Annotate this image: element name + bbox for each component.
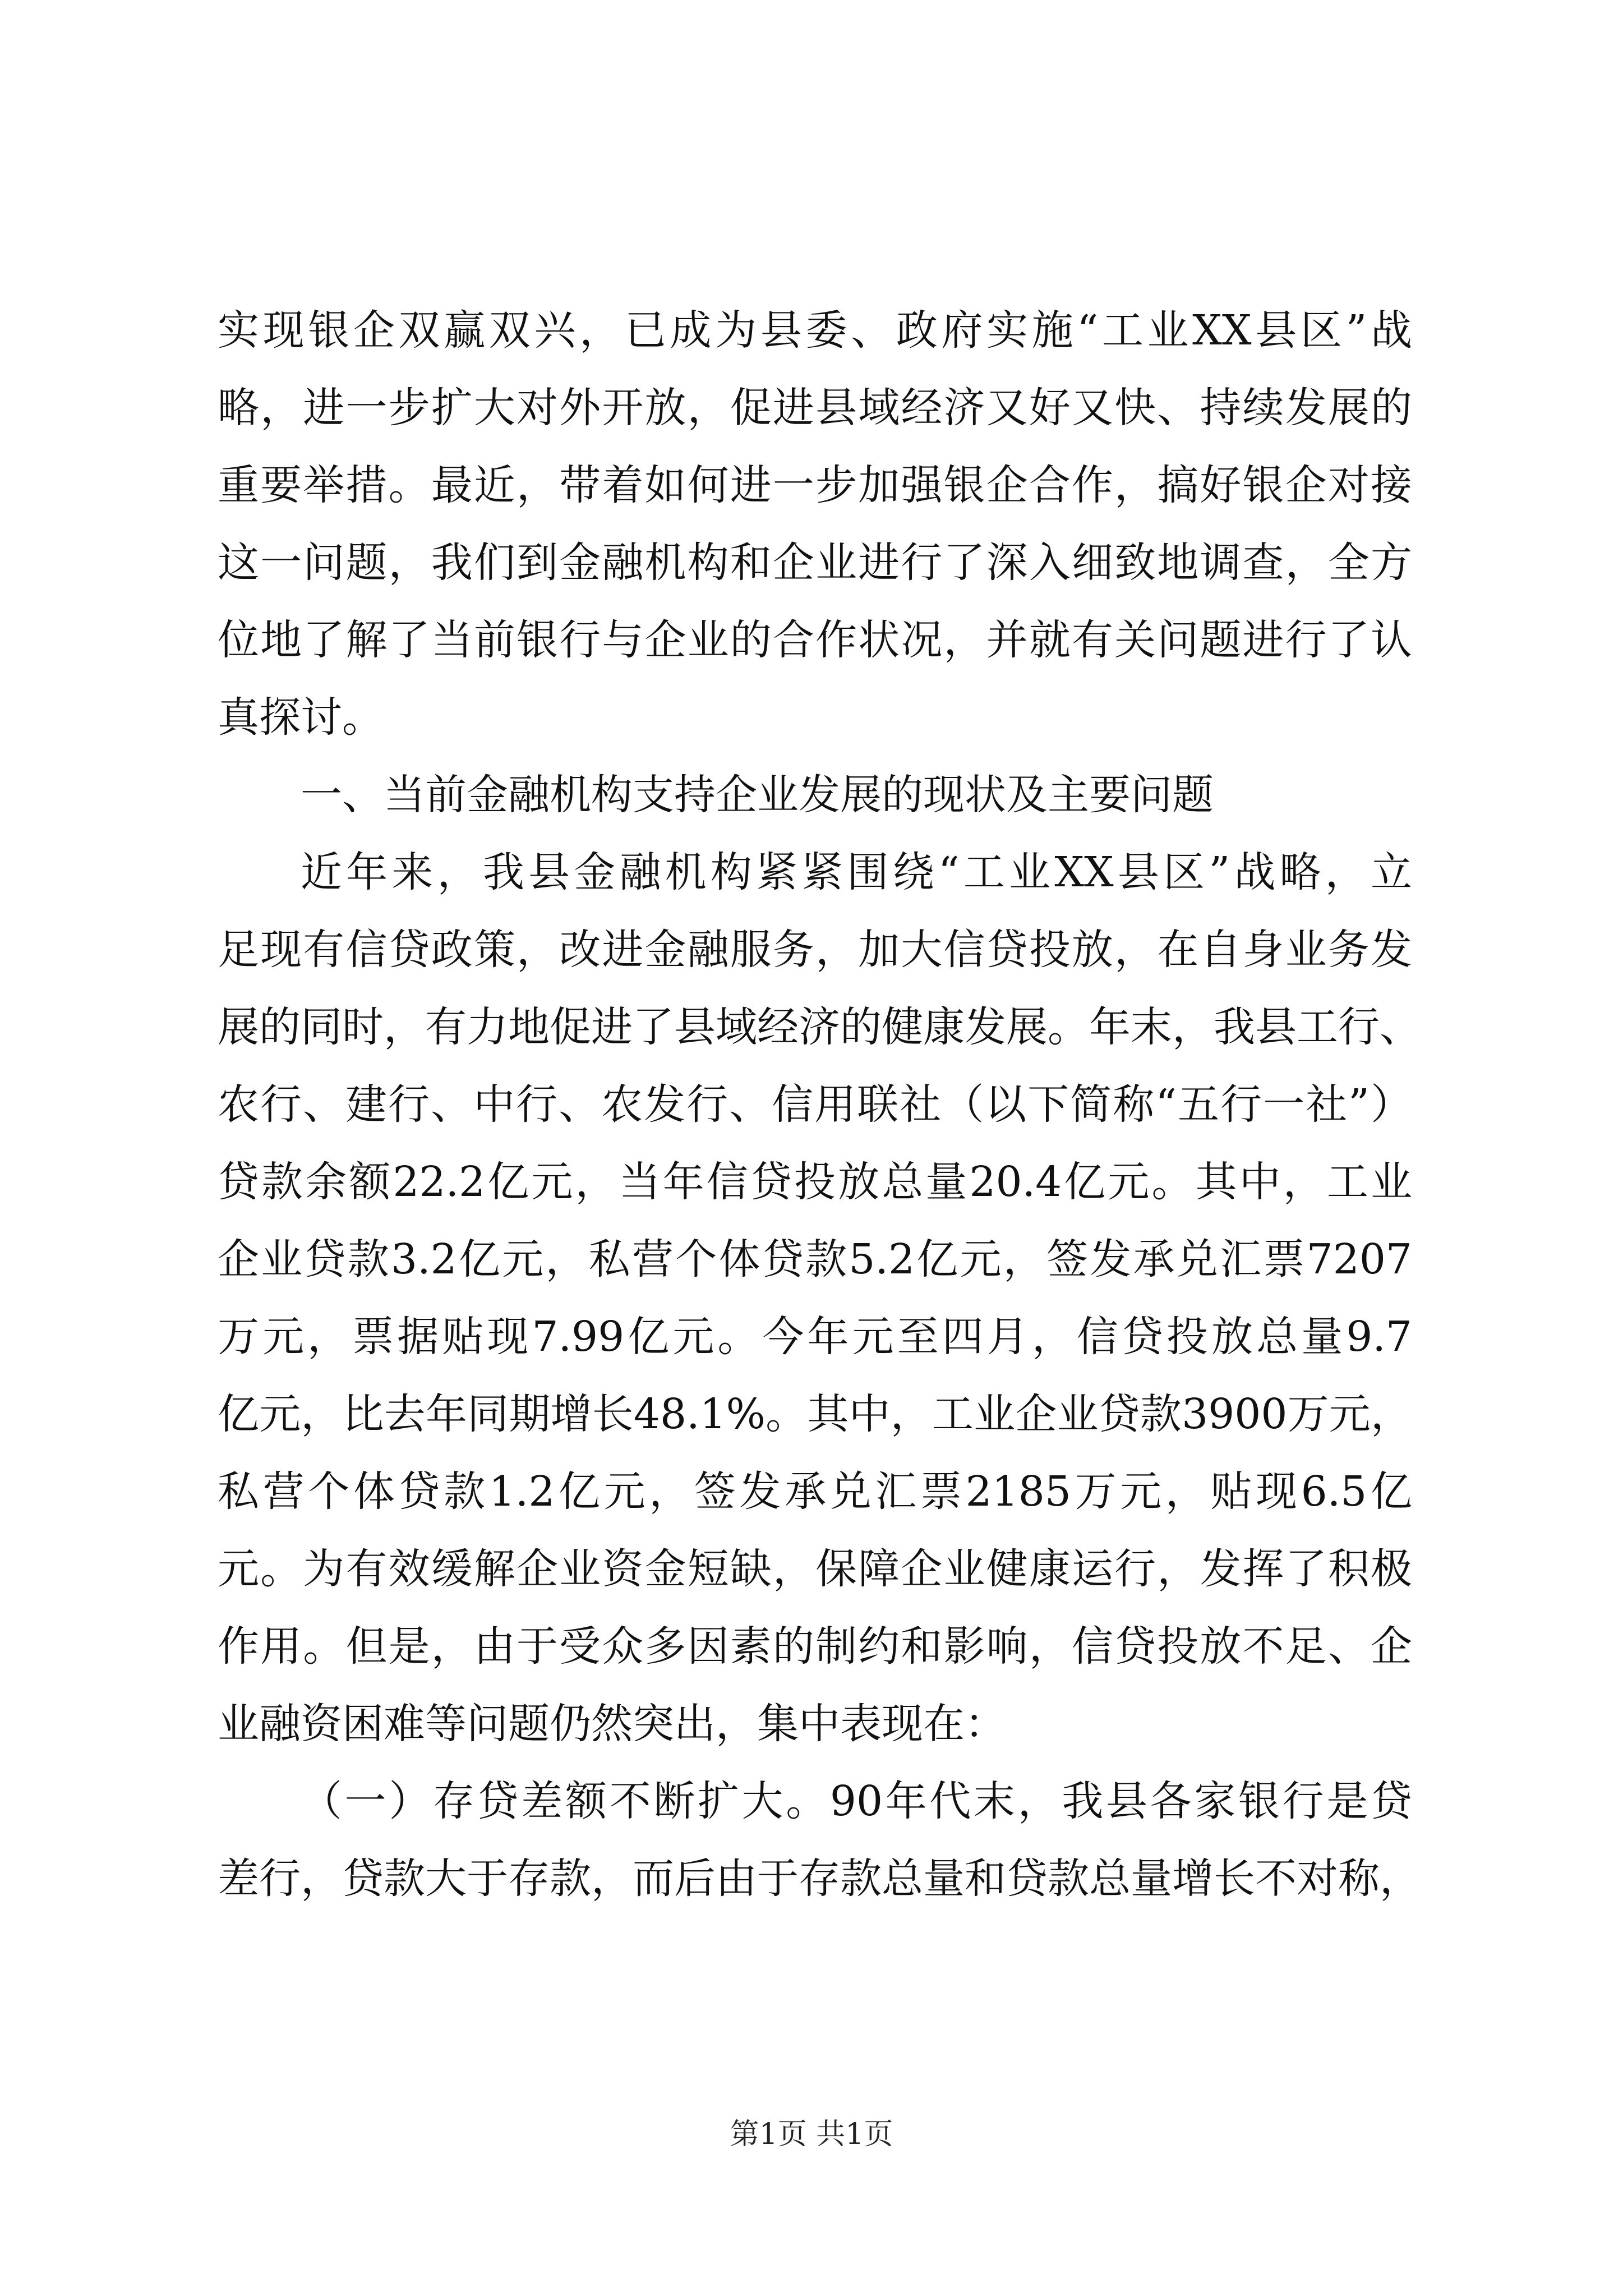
section-heading: 一、当前金融机构支持企业发展的现状及主要问题 — [301, 771, 1214, 819]
body-line-17: 元。为有效缓解企业资金短缺，保障企业健康运行，发挥了积极 — [218, 1545, 1412, 1593]
body-line-16: 私营个体贷款1.2亿元，签发承兑汇票2185万元，贴现6.5亿 — [218, 1467, 1412, 1516]
page-footer: 第1页 共1页 — [730, 2118, 893, 2151]
body-line-13: 企业贷款3.2亿元，私营个体贷款5.2亿元，签发承兑汇票7207 — [218, 1235, 1412, 1283]
body-line-10: 展的同时，有力地促进了县域经济的健康发展。年末，我县工行、 — [218, 1003, 1421, 1051]
subsection-line-1: （一）存贷差额不断扩大。90年代末，我县各家银行是贷 — [301, 1777, 1412, 1825]
body-line-11: 农行、建行、中行、农发行、信用联社（以下简称“五行一社”） — [218, 1080, 1412, 1129]
body-line-14: 万元，票据贴现7.99亿元。今年元至四月，信贷投放总量9.7 — [218, 1313, 1412, 1361]
body-line-4: 这一问题，我们到金融机构和企业进行了深入细致地调查，全方 — [218, 539, 1412, 587]
body-line-1: 实现银企双赢双兴，已成为县委、政府实施“工业XX县区”战 — [218, 306, 1412, 355]
body-line-21: 差行，贷款大于存款，而后由于存款总量和贷款总量增长不对称， — [218, 1855, 1421, 1903]
body-line-8: 近年来，我县金融机构紧紧围绕“工业XX县区”战略，立 — [301, 848, 1412, 896]
body-line-15: 亿元，比去年同期增长48.1%。其中，工业企业贷款3900万元， — [218, 1390, 1412, 1438]
body-line-19: 业融资困难等问题仍然突出，集中表现在： — [218, 1700, 1006, 1748]
body-line-6: 真探讨。 — [218, 693, 384, 742]
body-line-5: 位地了解了当前银行与企业的合作状况，并就有关问题进行了认 — [218, 616, 1412, 664]
body-line-18: 作用。但是，由于受众多因素的制约和影响，信贷投放不足、企 — [218, 1622, 1412, 1671]
body-line-12: 贷款余额22.2亿元，当年信贷投放总量20.4亿元。其中，工业 — [218, 1158, 1412, 1206]
body-line-9: 足现有信贷政策，改进金融服务，加大信贷投放，在自身业务发 — [218, 926, 1412, 974]
document-body — [218, 292, 1421, 1917]
body-line-3: 重要举措。最近，带着如何进一步加强银企合作，搞好银企对接 — [218, 461, 1412, 509]
body-line-2: 略，进一步扩大对外开放，促进县域经济又好又快、持续发展的 — [218, 384, 1412, 432]
